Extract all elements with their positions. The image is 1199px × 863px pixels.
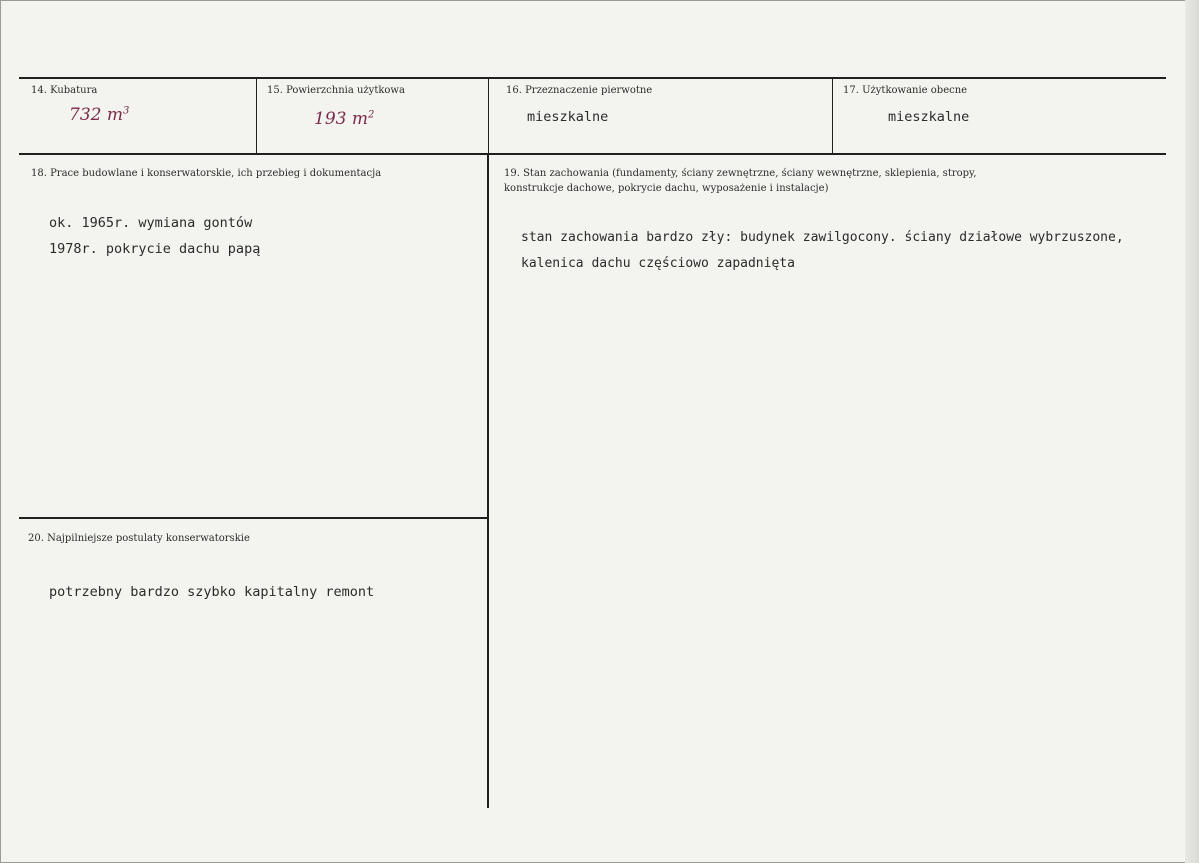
kubatura-value: 732 $m^3$ — [69, 105, 130, 125]
powierzchnia-label: 15. Powierzchnia użytkowa — [267, 85, 405, 96]
middle-rule — [19, 153, 1166, 155]
stan-description-line: kalenica dachu częściowo zapadnięta — [521, 256, 795, 271]
top-rule — [19, 77, 1166, 79]
prace-entry: 1978r. pokrycie dachu papą — [49, 241, 261, 257]
stan-label-line-2: konstrukcje dachowe, pokrycie dachu, wyposażenie i instalacje) — [504, 183, 829, 194]
uzytkowanie-label: 17. Użytkowanie obecne — [843, 85, 968, 96]
postulaty-value: potrzebny bardzo szybko kapitalny remont — [49, 584, 375, 600]
divider-16-17 — [832, 78, 833, 154]
stan-description — [521, 225, 1124, 277]
kubatura-label: 14. Kubatura — [31, 85, 98, 96]
stan-label — [504, 166, 977, 196]
prace-entry: ok. 1965r. wymiana gontów — [49, 215, 253, 231]
prace-entries — [49, 210, 260, 262]
postulaty-label: 20. Najpilniejsze postulaty konserwatorskie — [28, 533, 250, 544]
stan-label-line-1: 19. Stan zachowania (fundamenty, ściany zewnętrzne, ściany wewnętrzne, sklepienia, stropy, — [504, 168, 977, 179]
card-edge-shadow — [1185, 0, 1199, 863]
przeznaczenie-value: mieszkalne — [527, 109, 609, 125]
prace-label: 18. Prace budowlane i konserwatorskie, ich przebieg i dokumentacja — [31, 168, 382, 179]
powierzchnia-value: 193 $m^2$ — [314, 109, 375, 129]
uzytkowanie-value: mieszkalne — [888, 109, 970, 125]
divider-main-column — [487, 154, 489, 808]
stan-description-line: stan zachowania bardzo zły: budynek zawilgocony. ściany działowe wybrzuszone, — [521, 230, 1124, 245]
divider-15-16 — [488, 78, 489, 154]
divider-14-15 — [256, 78, 257, 154]
przeznaczenie-label: 16. Przeznaczenie pierwotne — [506, 85, 653, 96]
section-20-rule — [19, 517, 487, 519]
